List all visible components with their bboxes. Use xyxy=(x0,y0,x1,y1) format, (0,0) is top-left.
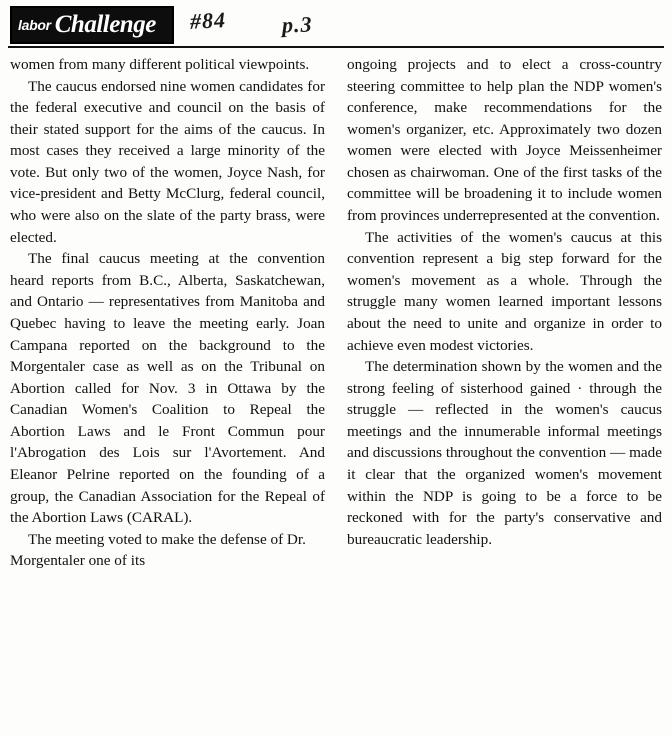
paragraph: The caucus endorsed nine women candidates for the federal executive and council on the basis of their stated support for the aims of the caucus. In most cases they received a large minority of the vote. But only two of the women, Joyce Nash, for vice-president and Betty McClurg, federal council, who were also on the slate of the party brass, were elected. xyxy=(10,77,325,246)
paragraph: women from many different political viewpoints. xyxy=(10,56,310,73)
paragraph: The activities of the women's caucus at this convention represent a big step forward for the women's movement as a whole. Through the struggle many women learned important lessons about the need to unite and organize in order to achieve even modest victories. xyxy=(347,228,662,354)
right-column xyxy=(347,54,662,730)
handwritten-page-number: p.3 xyxy=(281,11,313,38)
article-body xyxy=(10,54,662,730)
paragraph: The final caucus meeting at the convention heard reports from B.C., Alberta, Saskatchewan, and Ontario — representatives from Manitoba and Quebec having to leave the meeting early. Joan Campana reported on the background to the Morgentaler case as well as on the Tribunal on Abortion called for Nov. 3 in Ottawa by the Canadian Women's Coalition to Repeal the Abortion Laws and le Front Commun pour l'Abrogation des Lois sur l'Avortement. And Eleanor Pelrine reported on the founding of a group, the Canadian Association for the Repeal of the Abortion Laws (CARAL). xyxy=(10,250,325,527)
masthead-word-labor: labor xyxy=(18,17,51,33)
paragraph: ongoing projects and to elect a cross-country steering committee to help plan the NDP women's conference, make recommendations for the women's organizer, etc. Approximately two dozen women were elected with Joyce Meissenheimer chosen as chairwoman. One of the first tasks of the committee will be broadening it to include women from provinces underrepresented at the convention. xyxy=(347,56,662,225)
left-column xyxy=(10,54,325,730)
masthead-word-challenge: Challenge xyxy=(54,11,156,38)
header-divider-rule xyxy=(8,46,664,48)
paragraph: The determination shown by the women and the strong feeling of sisterhood gained · through the struggle — reflected in the women's caucus meetings and the innumerable informal meetings and discussions throughout the convention — made it clear that the organized women's movement within the NDP is going to be a force to be reckoned with for the party's conservative and bureaucratic leadership. xyxy=(347,358,662,548)
publication-masthead xyxy=(10,6,174,44)
handwritten-issue-number: #84 xyxy=(189,7,227,34)
paragraph: The meeting voted to make the defense of Dr. Morgentaler one of its xyxy=(10,530,306,570)
